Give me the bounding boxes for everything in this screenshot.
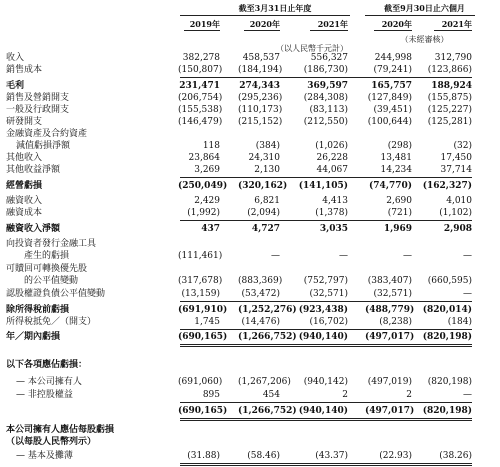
row-label: 其他收益淨額 [6, 165, 61, 175]
cell-value: 556,327 [310, 53, 348, 63]
cell-value: (111,461) [178, 251, 223, 261]
cell-value: (8,238) [379, 317, 412, 327]
cell-value: (488,779) [365, 305, 415, 315]
cell-value: 1,969 [383, 224, 412, 234]
cell-value: 458,537 [242, 53, 280, 63]
cell-value: (883,369) [238, 276, 283, 286]
cell-value: (2,094) [247, 208, 280, 218]
cell-value: (16,702) [309, 317, 348, 327]
cell-value: — [463, 251, 472, 261]
cell-value: (146,479) [178, 117, 223, 127]
cell-value: 14,234 [380, 165, 412, 175]
row-label: 認股權證負債公平值變動 [6, 289, 106, 299]
cell-value: (690,165) [178, 332, 228, 342]
cell-value: (820,198) [422, 406, 472, 416]
cell-value: 2,130 [254, 165, 280, 175]
cell-value: (1,266,752) [238, 406, 297, 416]
row-label: — 本公司擁有人 [16, 377, 82, 387]
year-rule [434, 30, 472, 31]
period-group-2-heading: 截至9月30日止六個月 [384, 3, 465, 13]
year-rule [184, 30, 220, 31]
cell-value: (22.93) [379, 451, 412, 461]
cell-value: (141,105) [298, 181, 348, 191]
cell-value: 3,269 [194, 165, 220, 175]
year-header-2020: 2020年 [249, 19, 280, 29]
row-label: — 非控股權益 [16, 390, 73, 400]
cell-value: (184,194) [238, 65, 283, 75]
row-label: 所得稅抵免／（開支） [6, 317, 97, 327]
cell-value: (940,140) [298, 332, 348, 342]
year-header-2021-h1: 2021年 [441, 19, 472, 29]
cell-value: 437 [201, 224, 220, 234]
year-header-2020-h1: 2020年 [381, 19, 412, 29]
cell-value: (320,162) [238, 181, 288, 191]
period-group-1-heading: 截至3月31日止年度 [238, 3, 312, 13]
row-label: 減值虧損淨額 [16, 141, 71, 151]
cell-value: (820,198) [422, 332, 472, 342]
row-label: 可贖回可轉換優先股 [6, 264, 88, 274]
cell-value: (53,472) [241, 289, 280, 299]
cell-value: (721) [387, 208, 412, 218]
cell-value: (58.46) [247, 451, 280, 461]
cell-value: (284,308) [303, 93, 348, 103]
subtotal-rule [180, 177, 472, 178]
header-rule [365, 15, 475, 16]
cell-value: (125,281) [427, 117, 472, 127]
cell-value: — [403, 251, 412, 261]
total-double-rule [180, 344, 472, 347]
cell-value: (155,538) [178, 105, 223, 115]
year-rule [310, 30, 348, 31]
row-label: 本公司擁有人應佔每股虧損 [6, 425, 115, 435]
cell-value: (690,165) [178, 406, 228, 416]
cell-value: (820,198) [427, 377, 472, 387]
cell-value: (184) [447, 317, 472, 327]
row-label: 毛利 [6, 81, 25, 91]
row-label: 年／期內虧損 [6, 332, 61, 342]
cell-value: (497,017) [365, 332, 415, 342]
cell-value: (1,252,276) [238, 305, 297, 315]
cell-value: (155,875) [427, 93, 472, 103]
cell-value: (497,017) [365, 406, 415, 416]
cell-value: (150,807) [178, 65, 223, 75]
row-label: 研發開支 [6, 117, 43, 127]
cell-value: (691,060) [178, 377, 223, 387]
subtotal-rule [180, 220, 472, 221]
cell-value: (1,378) [315, 208, 348, 218]
unaudited-note: （未經審核） [400, 35, 449, 44]
row-label: 融資成本 [6, 208, 43, 218]
cell-value: 23,864 [188, 153, 220, 163]
year-rule [374, 30, 412, 31]
cell-value: (497,019) [367, 377, 412, 387]
cell-value: (206,754) [178, 93, 223, 103]
row-label: 一般及行政開支 [6, 105, 70, 115]
cell-value: 3,035 [319, 224, 348, 234]
total-double-rule [180, 418, 472, 421]
cell-value: (215,152) [238, 117, 283, 127]
cell-value: (79,241) [373, 65, 412, 75]
cell-value: (752,797) [303, 276, 348, 286]
cell-value: 4,413 [322, 196, 348, 206]
row-label: — 基本及攤薄 [16, 451, 73, 461]
cell-value: (212,550) [303, 117, 348, 127]
cell-value: 17,450 [440, 153, 472, 163]
cell-value: — [463, 390, 472, 400]
cell-value: (820,014) [422, 305, 472, 315]
cell-value: (74,770) [369, 181, 412, 191]
cell-value: 1,745 [194, 317, 220, 327]
cell-value: (383,407) [367, 276, 412, 286]
cell-value: (13,159) [181, 289, 220, 299]
cell-value: (32,571) [309, 289, 348, 299]
cell-value: (83,113) [309, 105, 348, 115]
cell-value: 44,067 [316, 165, 348, 175]
subtotal-rule [180, 402, 472, 403]
cell-value: (123,866) [427, 65, 472, 75]
cell-value: (14,476) [241, 317, 280, 327]
cell-value: (660,595) [427, 276, 472, 286]
cell-value: (127,849) [367, 93, 412, 103]
cell-value: 4,727 [251, 224, 280, 234]
cell-value: — [339, 251, 348, 261]
subtotal-rule [180, 77, 472, 78]
row-label: 金融資產及合約資產 [6, 129, 88, 139]
cell-value: (1,026) [315, 141, 348, 151]
cell-value: 231,471 [179, 81, 220, 91]
cell-value: 6,821 [254, 196, 280, 206]
cell-value: (298) [387, 141, 412, 151]
cell-value: — [463, 289, 472, 299]
header-rule [180, 15, 350, 16]
cell-value: (100,644) [367, 117, 412, 127]
row-label: 銷售及營銷開支 [6, 93, 70, 103]
cell-value: (295,236) [238, 93, 283, 103]
cell-value: (1,102) [439, 208, 472, 218]
cell-value: 312,790 [434, 53, 472, 63]
row-label: 融資收入淨額 [6, 224, 61, 234]
cell-value: (384) [255, 141, 280, 151]
year-rule [244, 30, 280, 31]
cell-value: (691,910) [178, 305, 228, 315]
cell-value: (38.26) [439, 451, 472, 461]
row-label: 以下各項應佔虧損： [6, 360, 88, 370]
cell-value: (923,438) [298, 305, 348, 315]
subtotal-rule [180, 329, 472, 330]
cell-value: (110,173) [238, 105, 283, 115]
cell-value: 369,597 [307, 81, 348, 91]
cell-value: (317,678) [178, 276, 223, 286]
cell-value: (940,140) [298, 406, 348, 416]
cell-value: 2,908 [443, 224, 472, 234]
cell-value: (125,227) [427, 105, 472, 115]
cell-value: 895 [202, 390, 220, 400]
cell-value: 13,481 [380, 153, 412, 163]
cell-value: (1,266,752) [238, 332, 297, 342]
cell-value: 2 [342, 390, 348, 400]
row-label: 除所得稅前虧損 [6, 305, 70, 315]
year-header-2019: 2019年 [189, 19, 220, 29]
cell-value: — [271, 251, 280, 261]
cell-value: 454 [262, 390, 280, 400]
cell-value: (39,451) [373, 105, 412, 115]
row-label: 的公平值變動 [24, 276, 79, 286]
cell-value: 382,278 [182, 53, 220, 63]
cell-value: 2 [406, 390, 412, 400]
cell-value: (1,992) [187, 208, 220, 218]
cell-value: 24,310 [248, 153, 280, 163]
cell-value: (250,049) [178, 181, 228, 191]
row-label: 向投資者發行金融工具 [6, 239, 97, 249]
row-label: 其他收入 [6, 153, 43, 163]
subtotal-rule [180, 301, 472, 302]
row-label: （以每股人民幣列示） [6, 437, 97, 447]
cell-value: 4,010 [446, 196, 472, 206]
cell-value: 274,343 [239, 81, 280, 91]
cell-value: 165,757 [371, 81, 412, 91]
cell-value: 2,429 [194, 196, 220, 206]
row-label: 銷售成本 [6, 65, 43, 75]
cell-value: (186,730) [303, 65, 348, 75]
cell-value: 26,228 [316, 153, 348, 163]
cell-value: (1,267,206) [238, 377, 291, 387]
row-label: 經營虧損 [6, 181, 43, 191]
cell-value: (43.37) [315, 451, 348, 461]
row-label: 融資收入 [6, 196, 43, 206]
cell-value: (31.88) [187, 451, 220, 461]
cell-value: (162,327) [422, 181, 472, 191]
total-double-rule [180, 463, 472, 466]
cell-value: 37,714 [440, 165, 472, 175]
cell-value: 244,998 [374, 53, 412, 63]
cell-value: (940,142) [303, 377, 348, 387]
cell-value: (32) [453, 141, 472, 151]
cell-value: 118 [202, 141, 220, 151]
row-label: 產生的虧損 [24, 251, 70, 261]
cell-value: 188,924 [431, 81, 472, 91]
row-label: 收入 [6, 53, 25, 63]
cell-value: (32,571) [373, 289, 412, 299]
unit-note: （以人民幣千元計） [276, 44, 348, 53]
cell-value: 2,690 [386, 196, 412, 206]
year-header-2021: 2021年 [317, 19, 348, 29]
